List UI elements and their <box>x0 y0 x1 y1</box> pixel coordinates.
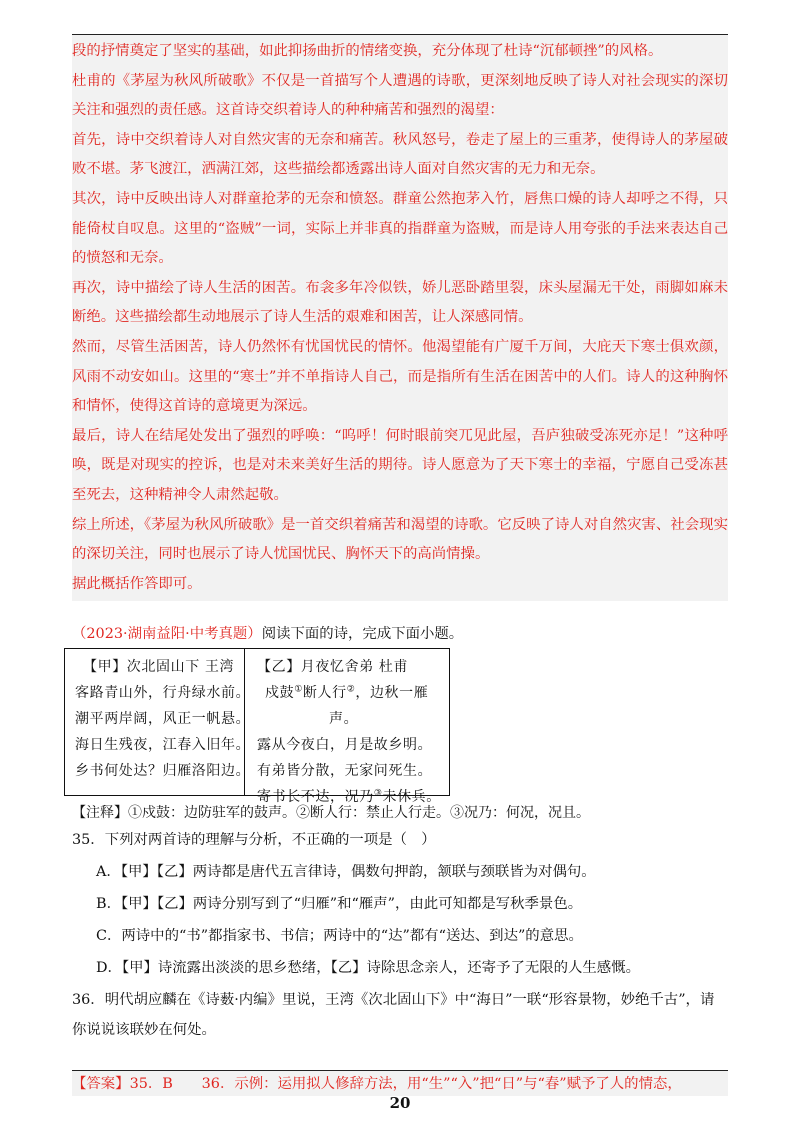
poem-title: 【甲】次北固山下 王湾 <box>83 659 235 675</box>
poem-title: 【乙】月夜忆舍弟 杜甫 <box>257 659 409 675</box>
question-source <box>72 622 728 646</box>
question-35-stem: 35．下列对两首诗的理解与分析，不正确的一项是（ ） <box>72 832 436 848</box>
poem-line: 海日生残夜，江春入旧年。 <box>75 737 251 753</box>
poem-line: 潮平两岸阔，风正一帆悬。 <box>75 711 251 727</box>
option-d: D．【甲】诗流露出淡淡的思乡愁绪，【乙】诗除思念亲人，还寄予了无限的人生感慨。 <box>96 960 640 976</box>
option-c: C．两诗中的“书”都指家书、书信；两诗中的“达”都有“送达、到达”的意思。 <box>96 928 583 944</box>
poem-yi <box>245 649 448 805</box>
option-b: B．【甲】【乙】两诗分别写到了“归雁”和“雁声”，由此可知都是写秋季景色。 <box>96 896 583 912</box>
analysis-paragraph: 然而，尽管生活困苦，诗人仍然怀有忧国忧民的情怀。他渴望能有广厦千万间，大庇天下寒士俱欢颜，风雨不动安如山。这里的“寒士”并不单指诗人自己，而是指所有生活在困苦中的人们。诗人的这种胸怀和情怀，使得这首诗的意境更为深远。 <box>72 338 728 415</box>
analysis-paragraph: 综上所述，《茅屋为秋风所破歌》是一首交织着痛苦和渴望的诗歌。它反映了诗人对自然灾害、社会现实的深切关注，同时也展示了诗人忧国忧民、胸怀天下的高尚情操。 <box>72 516 728 563</box>
analysis-paragraph: 据此概括作答即可。 <box>72 575 202 592</box>
footnote-marker: ① <box>294 684 303 695</box>
poem-line: 戍鼓①断人行②，边秋一雁 <box>265 684 429 701</box>
source-tag: （2023·湖南益阳·中考真题） <box>72 626 262 642</box>
page-number: 20 <box>389 1094 411 1112</box>
poem-table <box>64 648 450 805</box>
footnote-marker: ② <box>346 684 356 695</box>
poem-line: 有弟皆分散，无家问死生。 <box>257 763 433 779</box>
analysis-paragraph: 段的抒情奠定了坚实的基础，如此抑扬曲折的情绪变换，充分体现了杜诗“沉郁顿挫”的风格。 <box>72 43 663 59</box>
analysis-paragraph: 杜甫的《茅屋为秋风所破歌》不仅是一首描写个人遭遇的诗歌，更深刻地反映了诗人对社会现实的深切关注和强烈的责任感。这首诗交织着诗人的种种痛苦和强烈的渴望： <box>72 72 728 119</box>
analysis-paragraph: 再次，诗中描绘了诗人生活的困苦。布衾多年冷似铁，娇儿恶卧踏里裂，床头屋漏无干处，雨脚如麻未断绝。这些描绘都生动地展示了诗人生活的艰难和困苦，让人深感同情。 <box>72 279 728 326</box>
poem-line: 声。 <box>329 711 359 727</box>
analysis-paragraph: 首先，诗中交织着诗人对自然灾害的无奈和痛苦。秋风怒号，卷走了屋上的三重茅，使得诗人的茅屋破败不堪。茅飞渡江，洒满江郊，这些描绘都透露出诗人面对自然灾害的无力和无奈。 <box>72 131 728 178</box>
option-a: A．【甲】【乙】两诗都是唐代五言律诗，偶数句押韵，颔联与颈联皆为对偶句。 <box>96 864 596 880</box>
question-36-line: 36．明代胡应麟在《诗薮·内编》里说，王湾《次北固山下》中“海日”一联“形容景物，妙绝千古”，请 <box>72 992 715 1008</box>
poem-line: 露从今夜白，月是故乡明。 <box>257 737 433 753</box>
poem-line: 乡书何处达？归雁洛阳边。 <box>75 763 251 779</box>
poem-jia <box>65 649 251 795</box>
analysis-paragraph: 其次，诗中反映出诗人对群童抢茅的无奈和愤怒。群童公然抱茅入竹，唇焦口燥的诗人却呼之不得，只能倚杖自叹息。这里的“盗贼”一词，实际上并非真的指群童为盗贼，而是诗人用夸张的手法来表达自己的愤怒和无奈。 <box>72 190 728 267</box>
analysis-paragraph: 最后，诗人在结尾处发出了强烈的呼唤：“呜呼！何时眼前突兀见此屋，吾庐独破受冻死亦足！”这种呼唤，既是对现实的控诉，也是对未来美好生活的期待。诗人愿意为了天下寒士的幸福，宁愿自己受冻甚至死去，这种精神令人肃然起敬。 <box>72 427 728 503</box>
source-instruction: 阅读下面的诗，完成下面小题。 <box>261 626 464 642</box>
answer-label: 【答案】 <box>72 1076 130 1092</box>
answer-bar <box>72 1070 728 1096</box>
poem-line: 客路青山外，行舟绿水前。 <box>75 685 251 701</box>
poem-line: 寄书长不达，况乃③未休兵。 <box>257 788 441 805</box>
question-36-line: 你说说该联妙在何处。 <box>72 1022 216 1038</box>
answer-text: 35．B 36．示例：运用拟人修辞方法，用“生”“入”把“日”与“春”赋予了人的情态， <box>129 1076 682 1092</box>
footnote-marker: ③ <box>373 788 383 799</box>
analysis-block <box>72 34 728 601</box>
annotation-notes: 【注释】①戍鼓：边防驻军的鼓声。②断人行：禁止人行走。③况乃：何况，况且。 <box>72 805 590 821</box>
